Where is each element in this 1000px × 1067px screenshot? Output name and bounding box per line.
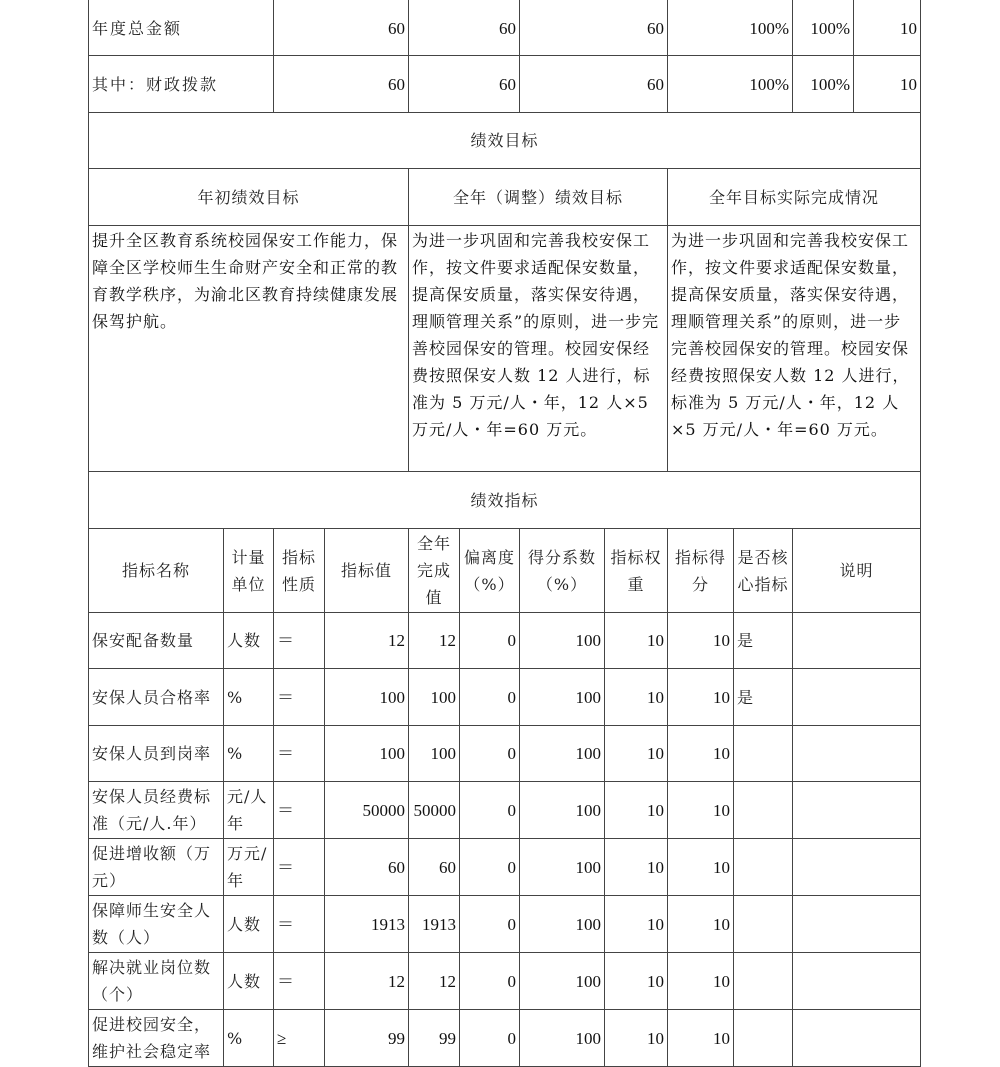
indicator-header-text: 指标权重 [610, 547, 662, 594]
budget-cell [853, 55, 921, 113]
goals-header-initial [88, 168, 409, 226]
indicator-cell [408, 895, 460, 953]
budget-row-label [88, 0, 274, 57]
indicator-row-name-text: 安保人员到岗率 [92, 744, 212, 763]
indicator-header [667, 528, 734, 613]
indicator-cell [604, 952, 668, 1010]
indicator-header-text: 指标值 [340, 561, 392, 580]
budget-cell-text: 60 [388, 18, 405, 38]
indicator-cell-text: 10 [713, 971, 730, 991]
indicator-cell [459, 952, 520, 1010]
indicator-cell-text: ≥ [277, 1028, 287, 1048]
indicator-cell-text: 100 [575, 971, 601, 991]
indicator-row-name-text: 促进增收额（万元） [92, 844, 212, 890]
indicator-row-name [88, 952, 224, 1010]
indicator-cell [519, 895, 605, 953]
budget-cell-text: 10 [900, 18, 917, 38]
indicator-cell-text: 0 [507, 1028, 516, 1048]
indicator-cell-text: 60 [388, 857, 405, 877]
indicator-cell-text: 10 [647, 800, 664, 820]
indicator-cell [519, 725, 605, 782]
indicator-cell [519, 1009, 605, 1067]
indicator-cell [792, 895, 921, 953]
indicator-cell [408, 838, 460, 896]
indicator-cell [408, 952, 460, 1010]
goals-header-actual-text: 全年目标实际完成情况 [708, 187, 879, 207]
budget-cell-text: 60 [647, 74, 664, 94]
budget-cell [273, 0, 409, 57]
indicator-header [459, 528, 520, 613]
indicator-cell [667, 668, 734, 726]
indicator-cell [667, 1009, 734, 1067]
indicator-cell-text: 100 [575, 857, 601, 877]
indicator-cell-text: 10 [713, 631, 730, 650]
indicator-cell [273, 612, 325, 669]
indicator-cell [273, 725, 325, 782]
indicator-cell-text: 60 [439, 857, 456, 877]
indicator-cell [459, 781, 520, 839]
indicator-cell-text: ＝ [277, 631, 294, 650]
indicator-cell-text: 万元/年 [227, 844, 268, 890]
indicator-cell [459, 1009, 520, 1067]
indicator-cell [604, 668, 668, 726]
indicator-cell [733, 668, 793, 726]
indicator-cell-text: 100 [379, 744, 405, 763]
indicator-cell [519, 952, 605, 1010]
indicators-section-title-text: 绩效指标 [470, 490, 539, 510]
indicator-cell [223, 1009, 274, 1067]
budget-cell [408, 0, 520, 57]
indicator-row-name [88, 838, 224, 896]
indicator-cell-text: 12 [439, 971, 456, 991]
indicator-cell [459, 838, 520, 896]
budget-cell [792, 0, 854, 57]
indicator-cell [667, 838, 734, 896]
budget-cell-text: 100% [810, 18, 850, 38]
goals-actual-text-text: 为进一步巩固和完善我校安保工作，按文件要求适配保安数量，提高保安质量，落实保安待遇，理顺管理关系”的原则，进一步完善校园保安的管理。校园安保经费按照保安人数 12 人进行，标准为 5 万元/人・年，12 人×5 万元/人・年=60 万元。 [671, 231, 910, 439]
indicator-cell [324, 895, 409, 953]
indicator-cell-text: ＝ [277, 744, 294, 763]
indicator-cell-text: 10 [647, 857, 664, 877]
indicator-cell [408, 725, 460, 782]
indicator-cell [667, 781, 734, 839]
indicator-row-name-text: 保安配备数量 [92, 631, 195, 650]
indicator-cell [733, 895, 793, 953]
indicator-cell [733, 838, 793, 896]
indicator-cell [273, 781, 325, 839]
indicator-cell-text: 人数 [227, 631, 262, 650]
indicator-cell-text: 100 [575, 1028, 601, 1048]
budget-cell [519, 0, 668, 57]
indicator-row-name [88, 668, 224, 726]
budget-cell [519, 55, 668, 113]
indicator-cell-text: 100 [575, 631, 601, 650]
indicator-row-name [88, 1009, 224, 1067]
indicators-section-title [88, 471, 921, 529]
indicator-cell-text: 100 [575, 744, 601, 763]
budget-cell-text: 60 [388, 74, 405, 94]
indicator-header [604, 528, 668, 613]
goals-section-title-text: 绩效目标 [470, 131, 539, 150]
indicator-cell-text: 100 [379, 687, 405, 707]
indicator-cell [604, 781, 668, 839]
indicator-cell-text: ＝ [277, 971, 294, 991]
indicator-row-name [88, 725, 224, 782]
budget-row-label-text: 年度总金额 [92, 18, 183, 38]
indicator-cell [604, 838, 668, 896]
indicator-cell [519, 668, 605, 726]
indicator-cell-text: 是 [737, 687, 755, 707]
indicator-cell [459, 612, 520, 669]
indicator-cell [223, 952, 274, 1010]
indicator-cell-text: ＝ [277, 800, 294, 820]
indicator-header-text: 说明 [839, 561, 874, 580]
indicator-cell-text: 0 [507, 914, 516, 934]
indicator-cell [519, 838, 605, 896]
indicator-cell [792, 725, 921, 782]
indicator-row-name [88, 781, 224, 839]
indicator-header [223, 528, 274, 613]
indicator-cell [667, 725, 734, 782]
indicator-cell-text: % [227, 744, 244, 763]
indicator-cell-text: 10 [647, 631, 664, 650]
indicator-cell-text: 10 [647, 971, 664, 991]
indicator-header [88, 528, 224, 613]
budget-cell-text: 100% [749, 74, 789, 94]
indicator-cell-text: 10 [713, 914, 730, 934]
indicator-cell [408, 1009, 460, 1067]
indicator-cell-text: 100 [575, 800, 601, 820]
indicator-row-name-text: 解决就业岗位数（个） [92, 958, 212, 1004]
indicator-cell [223, 838, 274, 896]
indicator-cell-text: 12 [388, 631, 405, 650]
budget-row-label-text: 其中：财政拨款 [92, 74, 219, 94]
indicator-cell-text: 10 [647, 687, 664, 707]
indicator-cell [733, 781, 793, 839]
goals-section-title [88, 112, 921, 169]
indicator-cell [604, 612, 668, 669]
indicator-cell-text: 0 [507, 744, 516, 763]
indicator-cell-text: ＝ [277, 687, 294, 707]
indicator-header-text: 指标名称 [121, 561, 190, 580]
indicator-cell [223, 781, 274, 839]
indicator-cell-text: 50000 [362, 800, 405, 820]
indicator-header [324, 528, 409, 613]
indicator-row-name-text: 促进校园安全，维护社会稳定率 [92, 1015, 212, 1061]
indicator-cell [273, 952, 325, 1010]
indicator-cell-text: 100 [575, 914, 601, 934]
indicator-cell-text: 0 [507, 631, 516, 650]
indicator-row-name-text: 保障师生安全人数（人） [92, 901, 212, 947]
indicator-cell-text: 10 [647, 744, 664, 763]
indicator-cell [604, 895, 668, 953]
indicator-cell [273, 895, 325, 953]
indicator-header [733, 528, 793, 613]
indicator-cell-text: 12 [439, 631, 456, 650]
indicator-cell-text: 0 [507, 800, 516, 820]
indicator-cell [733, 952, 793, 1010]
goals-initial-text-text: 提升全区教育系统校园保安工作能力，保障全区学校师生生命财产安全和正常的教育教学秩序，为渝北区教育持续健康发展保驾护航。 [92, 231, 399, 331]
indicator-cell [519, 781, 605, 839]
indicator-cell-text: 1913 [371, 914, 405, 934]
indicator-cell-text: 10 [713, 800, 730, 820]
budget-cell [408, 55, 520, 113]
budget-cell [273, 55, 409, 113]
budget-cell-text: 60 [499, 74, 516, 94]
indicator-cell [733, 1009, 793, 1067]
indicator-cell [408, 781, 460, 839]
indicator-cell-text: 10 [647, 1028, 664, 1048]
indicator-cell [667, 895, 734, 953]
indicator-cell [459, 895, 520, 953]
indicator-cell [223, 612, 274, 669]
indicator-cell [273, 838, 325, 896]
budget-cell-text: 60 [499, 18, 516, 38]
indicator-cell [324, 668, 409, 726]
indicator-cell [223, 895, 274, 953]
indicator-cell-text: 0 [507, 857, 516, 877]
indicator-cell-text: 10 [713, 1028, 730, 1048]
indicator-cell [792, 668, 921, 726]
indicator-cell [792, 612, 921, 669]
indicator-cell [459, 725, 520, 782]
indicator-cell [733, 612, 793, 669]
indicator-cell [667, 952, 734, 1010]
indicator-cell-text: 10 [713, 687, 730, 707]
budget-cell [667, 55, 793, 113]
indicator-cell-text: 10 [713, 744, 730, 763]
indicator-header-text: 是否核心指标 [737, 547, 789, 594]
indicator-cell [604, 1009, 668, 1067]
indicator-header-text: 指标得分 [674, 547, 726, 594]
indicator-header [792, 528, 921, 613]
indicator-header-text: 指标性质 [281, 547, 316, 594]
goals-header-initial-text: 年初绩效目标 [197, 187, 300, 207]
indicator-cell [273, 668, 325, 726]
goals-adjusted-text [408, 225, 668, 472]
indicator-cell [273, 1009, 325, 1067]
indicator-cell [792, 1009, 921, 1067]
budget-cell-text: 10 [900, 74, 917, 94]
indicator-cell [459, 668, 520, 726]
indicator-header [273, 528, 325, 613]
indicator-cell-text: 12 [388, 971, 405, 991]
indicator-cell [324, 781, 409, 839]
goals-initial-text [88, 225, 409, 472]
indicator-cell-text: 100 [430, 687, 456, 707]
budget-cell [792, 55, 854, 113]
indicator-cell [324, 952, 409, 1010]
budget-cell [667, 0, 793, 57]
indicator-cell-text: 是 [737, 631, 755, 650]
indicator-cell [408, 668, 460, 726]
indicator-cell-text: ＝ [277, 857, 294, 877]
indicator-cell [733, 725, 793, 782]
goals-header-adjusted [408, 168, 668, 226]
indicator-cell [792, 952, 921, 1010]
indicator-cell [408, 612, 460, 669]
indicator-cell [223, 725, 274, 782]
budget-cell-text: 100% [810, 74, 850, 94]
indicator-cell-text: 元/人年 [227, 787, 268, 833]
indicator-header-text: 得分系数（%） [527, 547, 596, 594]
indicator-cell [324, 725, 409, 782]
goals-actual-text [667, 225, 921, 472]
indicator-row-name [88, 612, 224, 669]
goals-header-actual [667, 168, 921, 226]
indicator-cell-text: % [227, 1028, 244, 1048]
indicator-cell [667, 612, 734, 669]
indicator-cell [324, 612, 409, 669]
indicator-cell-text: 99 [439, 1028, 456, 1048]
budget-row-label [88, 55, 274, 113]
indicator-cell-text: 10 [647, 914, 664, 934]
indicator-cell [604, 725, 668, 782]
indicator-cell-text: 1913 [422, 914, 456, 934]
indicator-cell-text: % [227, 687, 244, 707]
indicator-cell-text: 100 [575, 687, 601, 707]
indicator-cell [324, 1009, 409, 1067]
indicator-cell [792, 781, 921, 839]
indicator-header [519, 528, 605, 613]
indicator-cell-text: 人数 [227, 971, 262, 991]
indicator-header-text: 计量单位 [231, 547, 266, 594]
indicator-header-text: 偏离度（%） [463, 547, 515, 594]
indicator-cell [519, 612, 605, 669]
indicator-cell-text: 人数 [227, 914, 262, 934]
indicator-cell-text: 0 [507, 971, 516, 991]
indicator-cell [223, 668, 274, 726]
indicator-header-text: 全年完成值 [416, 534, 451, 607]
indicator-cell [324, 838, 409, 896]
indicator-cell-text: 100 [430, 744, 456, 763]
indicator-cell-text: 10 [713, 857, 730, 877]
goals-adjusted-text-text: 为进一步巩固和完善我校安保工作，按文件要求适配保安数量，提高保安质量，落实保安待遇，理顺管理关系”的原则，进一步完善校园保安的管理。校园安保经费按照保安人数 12 人进行，标准为 5 万元/人・年，12 人×5 万元/人・年=60 万元。 [412, 231, 660, 439]
budget-cell-text: 100% [749, 18, 789, 38]
indicator-row-name-text: 安保人员合格率 [92, 687, 212, 707]
budget-cell-text: 60 [647, 18, 664, 38]
goals-header-adjusted-text: 全年（调整）绩效目标 [452, 187, 623, 207]
indicator-cell-text: ＝ [277, 914, 294, 934]
indicator-header [408, 528, 460, 613]
budget-cell [853, 0, 921, 57]
indicator-cell-text: 0 [507, 687, 516, 707]
indicator-cell [792, 838, 921, 896]
indicator-row-name [88, 895, 224, 953]
indicator-cell-text: 99 [388, 1028, 405, 1048]
indicator-cell-text: 50000 [413, 800, 456, 820]
indicator-row-name-text: 安保人员经费标准（元/人.年） [92, 787, 212, 833]
